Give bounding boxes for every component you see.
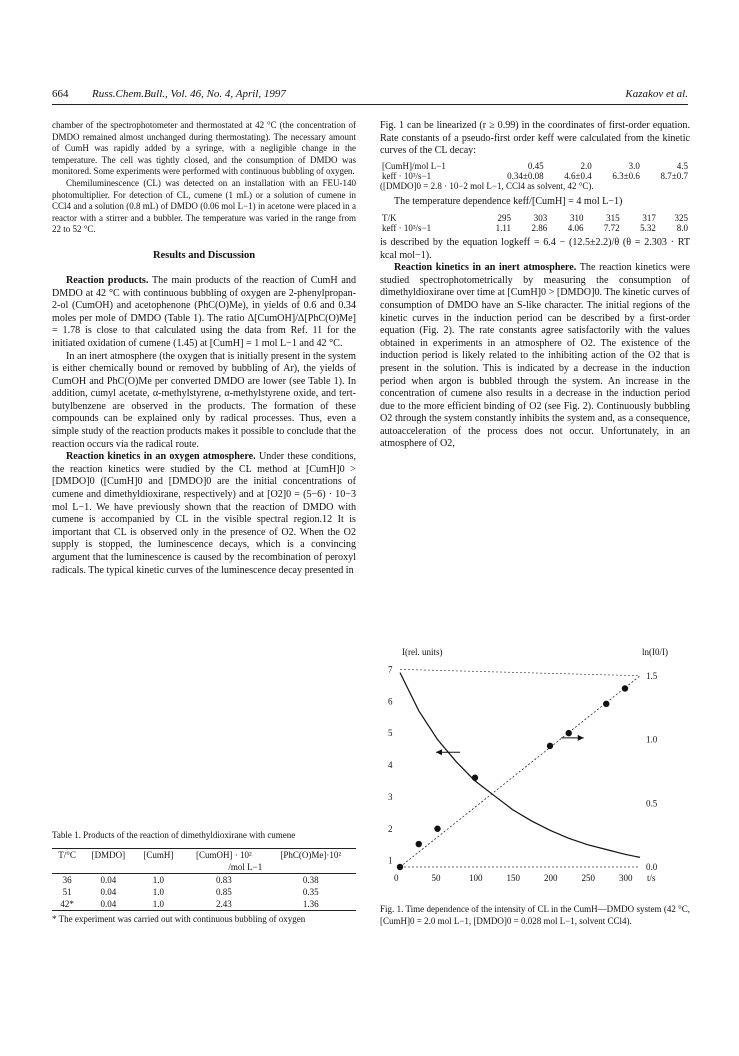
table-cell: 310 [569,212,584,223]
table-cell: 2.43 [182,898,265,911]
table-cell: keff · 10³/s−1 [382,170,432,181]
keff-table [380,161,690,181]
y-left-tick-label: 7 [388,664,393,675]
table-cell: 0.35 [302,886,319,897]
paragraph: The temperature dependence keff/[CumH] = 4 mol L−1) [394,196,623,208]
table-unit: /mol L−1 [135,861,356,874]
table-cell: 0.85 [215,886,232,897]
table-cell: 303 [533,212,548,223]
table-header-cell: [PhC(O)Me]·10² [266,848,356,861]
table-cell: 315 [606,212,620,223]
paragraph: Chemiluminescence (CL) was detected on an installation with an FEU-140 photomultiplier. For detection of CL, cumene (1 mL) or a solution of cumene in CCl4 and a solution (0.8 mL) of DMDO (0.06 mol L−1) in acetone were placed in a reactor with a stirrer and a bubbler. The temperature was varied in the range from 22 to 52 °C. [52,177,356,235]
x-tick-label: 50 [431,873,441,883]
top-reference-line [400,669,640,675]
data-point [622,685,628,691]
right-column [380,120,690,451]
table-row [52,873,356,886]
paragraph [380,262,690,451]
products-table [52,848,356,911]
x-axis-unit: t/s [647,873,656,883]
y-left-tick-label: 3 [388,791,393,802]
x-tick-label: 0 [394,873,399,883]
table-cell: 0.38 [302,874,319,885]
table-cell: 1.11 [495,222,511,233]
table-cell: 317 [642,212,656,223]
figure-caption: Fig. 1. Time dependence of the intensity of CL in the CumH—DMDO system (42 °C, [CumH]0 = 2.0 mol L−1, [DMDO]0 = 0.028 mol L−1, solvent CCl4). [380,904,690,926]
arrow-head-left [436,749,442,755]
paragraph: chamber of the spectrophotometer and thermostated at 42 °C (the concentration of DMDO remained almost unchanged during thermostating). The necessary amount of CumH was rapidly added by a syringe, with a negligible change in the temperature. The cell was tightly closed, and the consumption of DMDO was monitored. Some experiments were performed with continuous bubbling of oxygen. [52,120,356,177]
table-cell: 1.0 [152,886,164,897]
table-cell: 5.32 [640,222,656,233]
table-header-cell: [CumOH] · 10² [182,848,265,861]
table-cell: 0.04 [82,898,134,911]
run-in-heading: Reaction kinetics in an inert atmosphere. [394,262,577,274]
table-cell: 4.06 [567,222,584,233]
linear-fit-line [400,676,640,867]
data-point [603,701,609,707]
table-cell: 51 [62,886,72,897]
table-cell: 3.0 [628,160,640,171]
table-row [380,223,690,233]
paragraph-text: The reaction kinetics were studied spectrophotometrically by measuring the consumption of dimethyldioxirane over time at [CumH]0 > [DMDO]0. The kinetic curves of consumption of DMDO have an S-like character. The initial regions of the kinetic curves in the induction period can be described by a first-order equation (Fig. 2). The rate constants agree satisfactorily with the values obtained in experiments in an atmosphere of O2. The existence of the induction period is likely related to the inhibiting action of the O2 that is present in the solution. This is indicated by a decrease in the induction period when argon is bubbled through the system. An increase in the concentration of cumene also results in a decrease in the induction period due to the more efficient binding of O2 (see Fig. 2). Continuously bubbling O2 through the system constantly inhibits the system and, as a consequence, autoacceleration of the process does not occur. Unfortunately, in an atmosphere of O2, [380,262,690,450]
table-cell: 295 [497,212,511,223]
table-cell: 325 [674,212,688,223]
section-title: Results and Discussion [152,249,256,261]
paragraph: In an inert atmosphere (the oxygen that is initially present in the system is either chemically bound or removed by bubbling of Ar), the yields of CumOH and PhC(O)Me per converted DMDO are lower (see Table 1). In addition, cumyl acetate, α-methylstyrene, α-methylstyrene oxide, and tert-butylbenzene are observed in the products. The formation of these compounds can be explained only by radical processes. Thus, even a simple study of the reaction products makes it possible to conclude that the reaction occurs via the radical route. [52,350,356,450]
paragraph-text: The main products of the reaction of CumH and DMDO at 42 °C with continuous bubbling of oxygen are 2-phenylpropan-2-ol (CumOH) and acetophenone (PhC(O)Me), in yields of 0.6 and 0.34 moles per mole of DMDO (Table 1). The ratio Δ[CumOH]/Δ[PhC(O)Me] = 1.78 is close to that calculated using the data from Ref. 11 for the initiated oxidation of cumene (1.45) at [CumH] = 1 mol L−1 and 42 °C. [52,274,357,349]
y-right-tick-label: 1.5 [646,670,658,681]
table-footnote: * The experiment was carried out with continuous bubbling of oxygen [52,913,306,924]
table-header-cell: T/°C [52,848,82,861]
y-left-tick-label: 2 [388,823,393,834]
table-cell: 2.0 [580,160,592,171]
y-left-tick-label: 4 [388,760,393,770]
table-row [380,213,690,223]
table-row [52,886,356,898]
table-cell: [CumH]/mol L−1 [382,160,446,171]
table-row [380,171,690,181]
table-cell: 1.0 [135,898,183,911]
table-row [380,161,690,171]
table-cell: 8.0 [676,222,688,233]
y-right-tick-label: 0.5 [646,798,658,809]
data-point [547,743,553,749]
table-header-cell: [CumH] [135,848,183,861]
y-right-tick-label: 0.0 [646,862,658,872]
temperature-table [380,213,690,233]
table-cell: 1.36 [266,898,356,911]
table-cell: 42* [52,898,82,911]
paragraph: Fig. 1 can be linearized (r ≥ 0.99) in the coordinates of first-order equation. Rate constants of a pseudo-first order keff were calculated from the kinetic curves of the CL decay: [380,120,690,157]
x-tick-label: 100 [469,873,483,883]
table-cell: T/K [382,212,397,223]
authors: Kazakov et al. [625,88,688,100]
table-header-cell: [DMDO] [82,848,134,861]
left-column [52,120,356,577]
table-cell: 0.04 [100,886,117,897]
table-cell: 36 [62,874,72,885]
table-cell: 0.45 [527,160,544,171]
paragraph: is described by the equation logkeff = 6.4 − (12.5±2.2)/θ (θ = 2.303 · RT kcal mol−1). [380,236,690,261]
x-tick-label: 150 [506,873,520,883]
y-axis-left-label: I(rel. units) [402,647,443,657]
run-in-heading: Reaction kinetics in an oxygen atmosphere. [66,451,256,463]
y-axis-right-label: ln(I0/I) [642,647,668,657]
x-tick-label: 250 [581,873,595,883]
table-cell: 6.3±0.6 [612,170,640,181]
arrow-head-right [578,735,584,741]
data-point [472,775,478,781]
paragraph [52,275,356,351]
journal-citation: Russ.Chem.Bull., Vol. 46, No. 4, April, 1997 [92,88,286,100]
page-number: 664 [52,88,69,100]
data-point [416,841,422,847]
data-point [434,826,440,832]
table-1 [52,830,356,925]
y-left-tick-label: 6 [388,696,393,707]
data-point [566,730,572,736]
table-row [52,898,356,911]
table-cell: 0.04 [100,874,117,885]
table-cell: 7.72 [603,222,620,233]
x-tick-label: 200 [544,873,558,883]
figure-1-chart [370,645,690,895]
table-title: Table 1. Products of the reaction of dimethyldioxirane with cumene [52,830,296,840]
run-in-heading: Reaction products. [66,274,149,286]
y-left-tick-label: 5 [388,728,393,739]
table-cell: keff · 10³/s−1 [382,222,432,233]
table-cell: 0.34±0.08 [507,170,544,181]
table-cell: 4.5 [676,160,688,171]
paragraph-text: Under these conditions, the reaction kinetics were studied by the CL method at [CumH]0 > [DMDO]0 ([CumH]0 and [DMDO]0 are the initial concentrations of cumene and dimethyldioxirane, respectively) and at [O2]0 = (5−6) · 10−3 mol L−1. We have previously shown that the reaction of DMDO with cumene is accompanied by CL in the visible spectral region.12 It is important that CL is observed only in the presence of O2. When the O2 supply is stopped, the luminescence decays, which is a convincing argument that the luminescence is caused by the recombination of peroxyl radicals. The typical kinetic curves of the luminescence decay presented in [52,451,356,576]
table-cell: 4.6±0.4 [564,170,592,181]
header-rule [52,104,688,105]
paragraph [52,451,356,577]
y-left-tick-label: 1 [388,855,393,866]
table-cell: 1.0 [152,874,164,885]
table-cell: 0.83 [215,874,232,885]
conditions: ([DMDO]0 = 2.8 · 10−2 mol L−1, CCl4 as solvent, 42 °C). [380,180,594,191]
table-cell: 2.86 [531,222,548,233]
x-tick-label: 300 [619,873,633,883]
y-right-tick-label: 1.0 [646,734,658,745]
table-cell: 8.7±0.7 [660,170,688,181]
